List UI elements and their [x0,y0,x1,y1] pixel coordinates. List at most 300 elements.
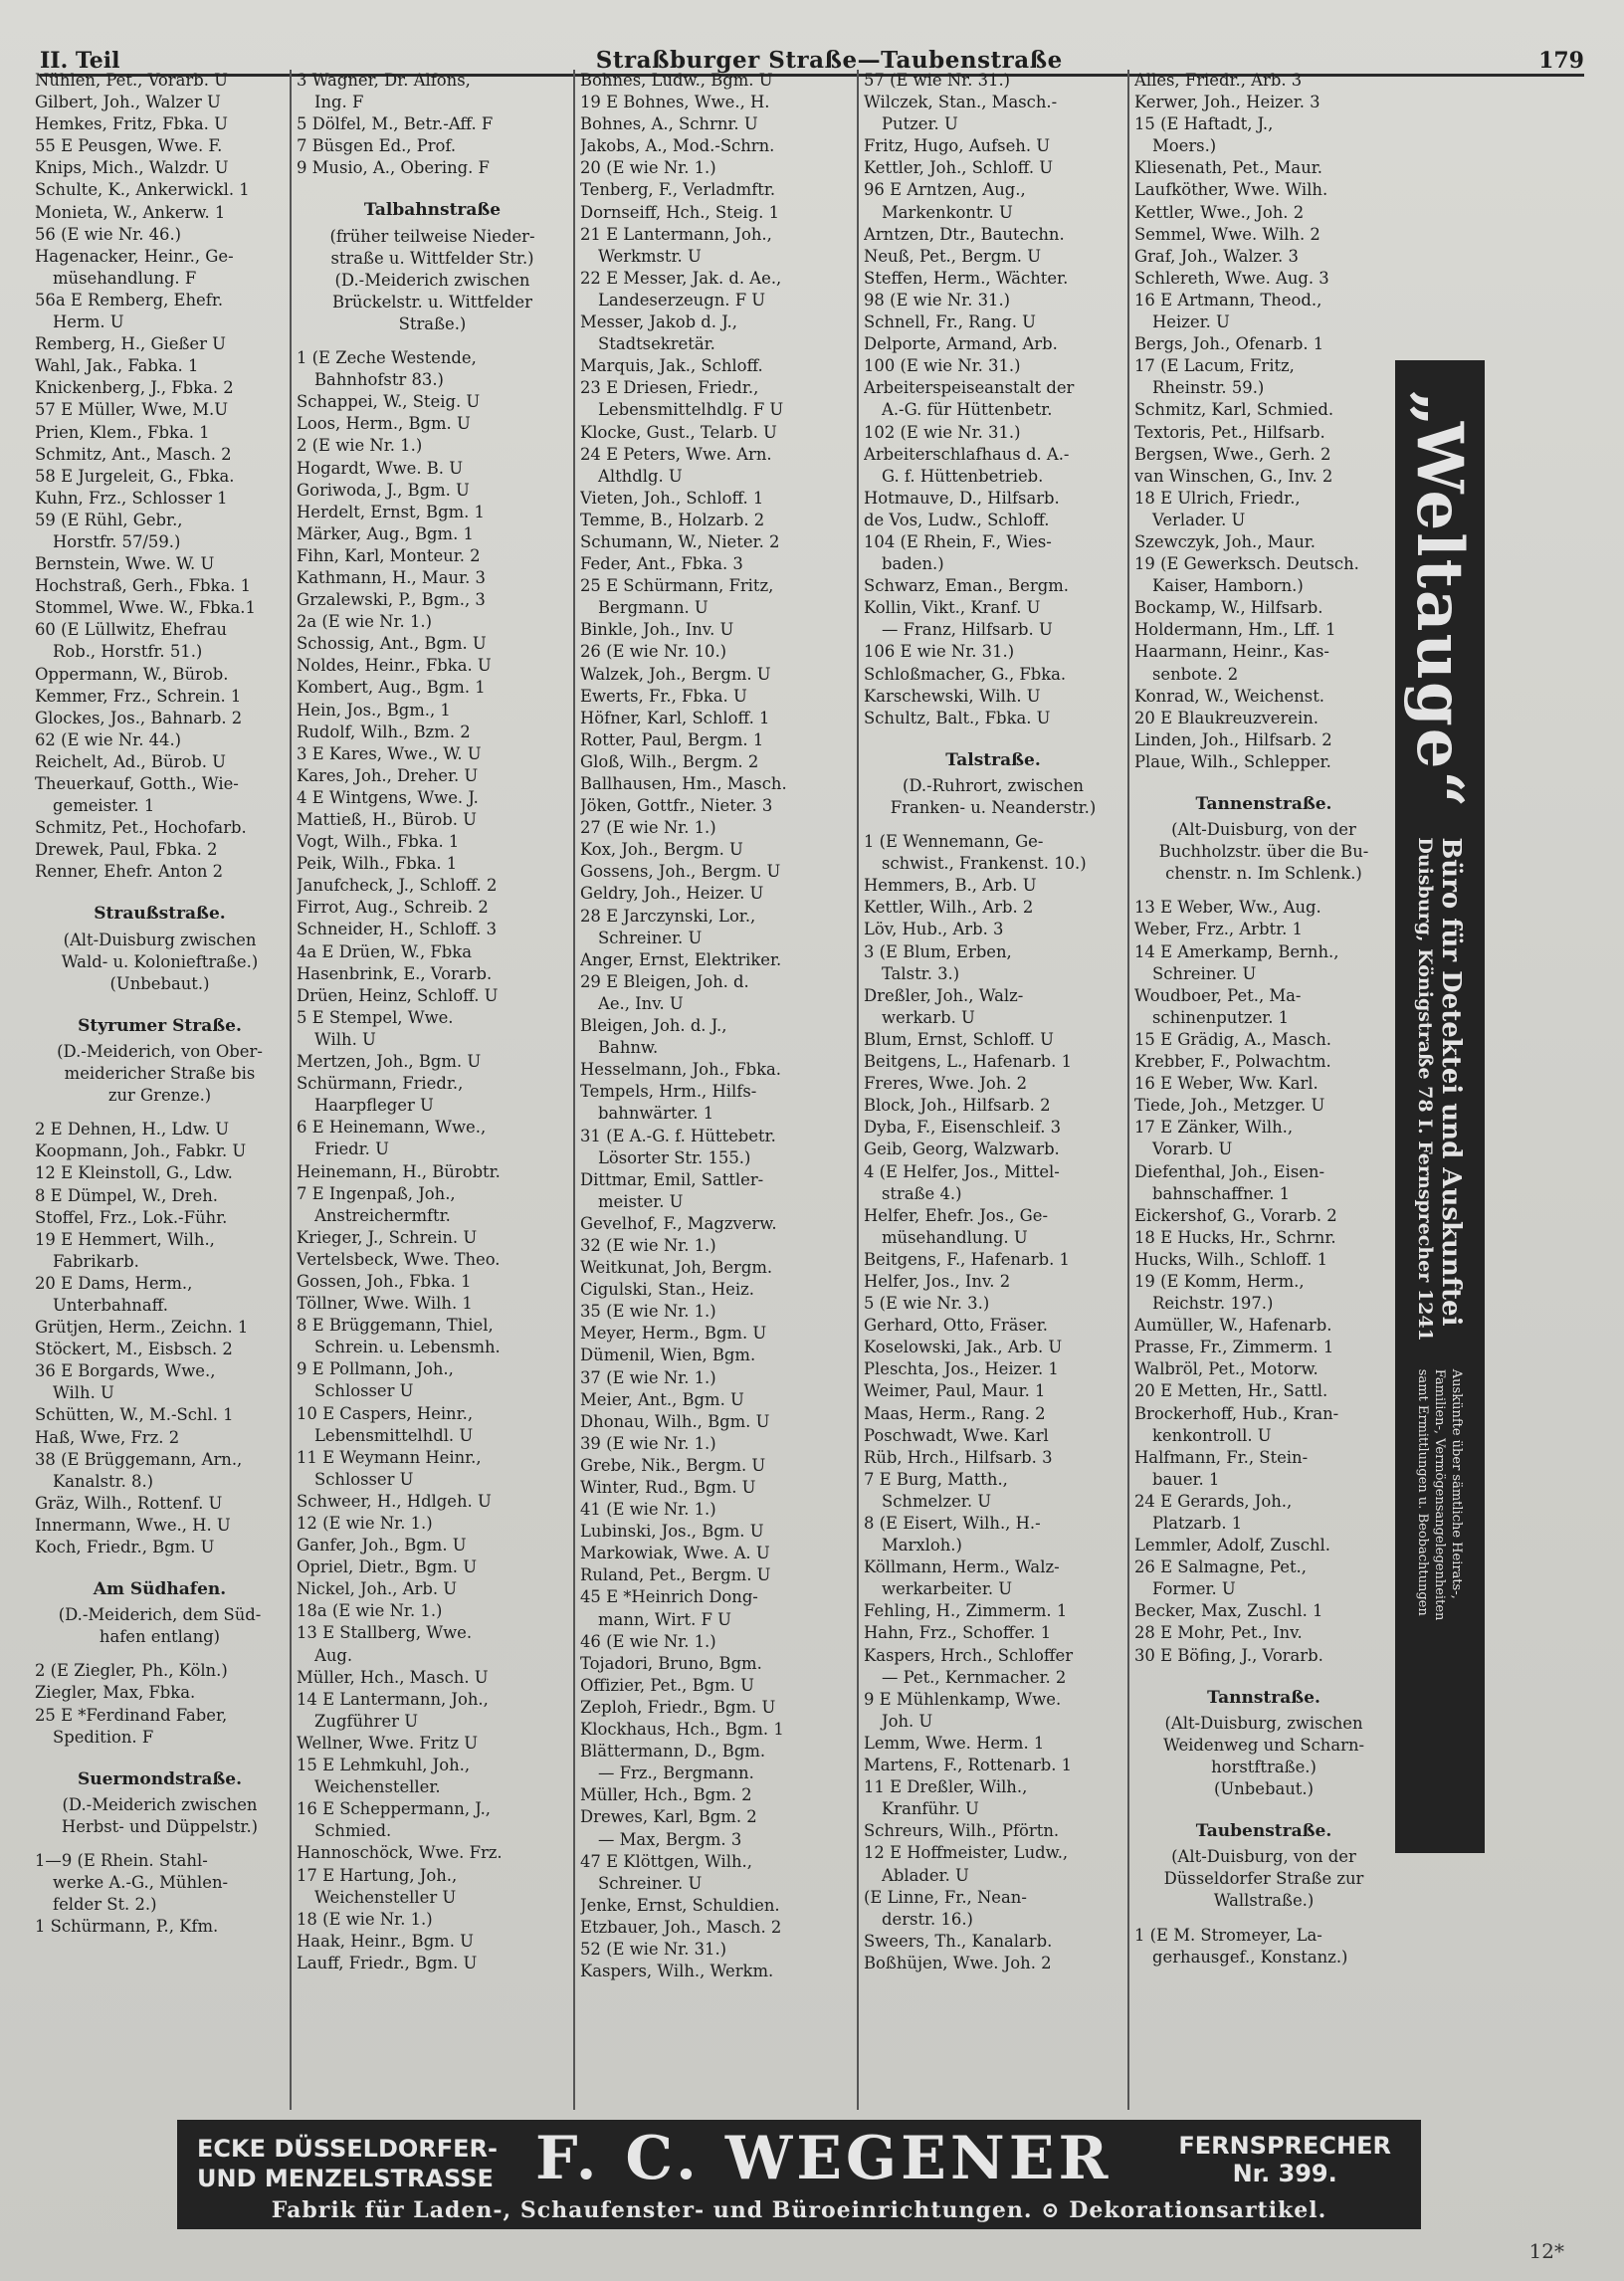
directory-entry: 2 (E Ziegler, Ph., Köln.) [35,1661,228,1681]
directory-entry: Eickershof, G., Vorarb. 2 [1134,1205,1337,1225]
street-note: Brückelstr. u. Wittfelder [332,292,532,311]
directory-entry: Wellner, Wwe. Fritz U [297,1733,479,1753]
directory-entry: 13 E Stallberg, Wwe. [297,1623,473,1643]
directory-entry: Werkmstr. U [598,246,702,266]
directory-entry: — Franz, Hilfsarb. U [882,620,1053,640]
street-heading: Suermondstraße. [77,1768,243,1789]
directory-entry: Schmied. [314,1821,392,1841]
directory-entry: Müller, Hch., Masch. U [297,1667,489,1687]
directory-entry: 9 Musio, A., Obering. F [297,158,490,178]
directory-entry: Diefenthal, Joh., Eisen- [1134,1161,1325,1181]
directory-entry: 15 E Lehmkuhl, Joh., [297,1756,471,1775]
street-note: horstftraße.) [1211,1757,1317,1776]
directory-entry: 45 E *Heinrich Dong- [580,1587,758,1607]
directory-entry: 55 E Peusgen, Wwe. F. [35,136,223,156]
street-note: zur Grenze.) [107,1086,212,1106]
directory-entry: Anger, Ernst, Elektriker. [580,949,782,969]
directory-entry: Lubinski, Jos., Bgm. U [580,1522,764,1542]
spacer [1134,1800,1393,1812]
directory-entry: Schloßmacher, G., Fbka. [864,664,1067,684]
directory-entry: Etzbauer, Joh., Masch. 2 [580,1917,782,1937]
directory-entry: 17 E Hartung, Joh., [297,1865,458,1885]
directory-entry: Walbröl, Pet., Motorw. [1134,1359,1319,1379]
directory-entry: Althdlg. U [598,466,683,486]
directory-entry: 19 E Bohnes, Wwe., H. [580,93,770,112]
directory-entry: 12 E Kleinstoll, G., Ldw. [35,1163,233,1183]
directory-entry: Theuerkauf, Gotth., Wie- [35,774,239,793]
directory-entry: Feder, Ant., Fbka. 3 [580,554,743,574]
directory-entry: Dyba, F., Eisenschleif. 3 [864,1118,1062,1138]
directory-entry: Fehling, H., Zimmerm. 1 [864,1601,1068,1621]
directory-entry: Plaue, Wilh., Schlepper. [1134,751,1331,771]
directory-entry: Krieger, J., Schrein. U [297,1227,478,1247]
directory-entry: Helfer, Jos., Inv. 2 [864,1271,1011,1291]
directory-entry: 9 E Pollmann, Joh., [297,1359,454,1379]
directory-entry: Herdelt, Ernst, Bgm. 1 [297,502,485,521]
directory-entry: Jakobs, A., Mod.-Schrn. [580,136,775,156]
directory-entry: Klocke, Gust., Telarb. U [580,422,777,442]
spacer [35,995,285,1007]
directory-entry: 7 E Ingenpaß, Joh., [297,1183,456,1203]
directory-entry: Maas, Herm., Rang. 2 [864,1403,1046,1423]
directory-entry: gerhausgef., Konstanz.) [1152,1947,1348,1967]
directory-entry: 2a (E wie Nr. 1.) [297,612,432,632]
directory-entry: Köllmann, Herm., Walz- [864,1557,1060,1577]
directory-entry: Kettler, Joh., Schloff. U [864,158,1054,178]
column-4 [859,70,1129,2110]
directory-entry: Weichensteller U [314,1887,457,1907]
directory-entry: Schlereth, Wwe. Aug. 3 [1134,268,1329,288]
spacer [35,1749,285,1761]
directory-entry: Koselowski, Jak., Arb. U [864,1338,1063,1357]
ad-small-1: Auskünfte über sämtliche Heirats-, [1449,1368,1465,1599]
spacer [297,335,568,347]
directory-entry: Sweers, Th., Kanalarb. [864,1931,1053,1951]
directory-entry: Halfmann, Fr., Stein- [1134,1447,1309,1467]
directory-entry: senbote. 2 [1152,664,1239,684]
directory-entry: Weitkunat, Joh, Bergm. [580,1258,773,1278]
directory-entry: 1 Schürmann, P., Kfm. [35,1917,219,1937]
directory-entry: 100 (E wie Nr. 31.) [864,356,1021,376]
directory-entry: Müller, Hch., Bgm. 2 [580,1785,752,1805]
directory-entry: Schmitz, Pet., Hochofarb. [35,818,247,838]
directory-entry: Kathmann, H., Maur. 3 [297,567,486,587]
ad-small-print [1415,1369,1466,1621]
directory-entry: 56a E Remberg, Ehefr. [35,290,224,310]
directory-entry: Koopmann, Joh., Fabkr. U [35,1141,247,1161]
directory-entry: Holdermann, Hm., Lff. 1 [1134,620,1336,640]
directory-entry: Rob., Horstfr. 51.) [53,642,203,662]
directory-entry: Rüb, Hrch., Hilfsarb. 3 [864,1447,1053,1467]
directory-entry: Schürmann, Friedr., [297,1074,464,1094]
directory-entry: Horstfr. 57/59.) [53,531,181,551]
directory-entry: Friedr. U [314,1140,389,1159]
directory-entry: Dornseiff, Hch., Steig. 1 [580,202,779,222]
directory-entry: Mertzen, Joh., Bgm. U [297,1052,482,1072]
directory-entry: Bergsen, Wwe., Gerh. 2 [1134,444,1331,464]
directory-entry: Verlader. U [1152,510,1246,529]
street-note: (Unbebaut.) [109,973,210,993]
street-note: Buchholzstr. über die Bu- [1158,842,1369,862]
column-5 [1129,70,1398,2110]
directory-entry: Schreurs, Wilh., Pförtn. [864,1821,1060,1841]
ad-small-2: Familien-, Vermögensangelegenheiten [1432,1368,1448,1621]
directory-entry: 11 E Dreßler, Wilh., [864,1777,1028,1797]
directory-entry: Martens, F., Rottenarb. 1 [864,1756,1073,1775]
directory-entry: Szewczyk, Joh., Maur. [1134,531,1317,551]
directory-entry: Weichensteller. [314,1777,441,1797]
directory-entry: werkarbeiter. U [882,1579,1013,1599]
directory-entry: Monieta, W., Ankerw. 1 [35,202,226,222]
directory-entry: Märker, Aug., Bgm. 1 [297,523,474,543]
directory-entry: Hannoschöck, Wwe. Frz. [297,1843,503,1863]
street-heading: Taubenstraße. [1195,1821,1332,1842]
directory-entry: Zugführer U [314,1711,419,1731]
directory-entry: 13 E Weber, Ww., Aug. [1134,898,1321,918]
directory-entry: Lebensmittelhdlg. F U [598,400,784,420]
directory-entry: Bahnw. [598,1038,659,1058]
directory-entry: Brockerhoff, Hub., Kran- [1134,1403,1339,1423]
directory-entry: meister. U [598,1191,684,1211]
directory-entry: Heinemann, H., Bürobtr. [297,1161,501,1181]
directory-entry: Meyer, Herm., Bgm. U [580,1324,767,1344]
directory-entry: Weber, Frz., Arbtr. 1 [1134,920,1303,939]
directory-entry: Ablader. U [882,1865,969,1885]
directory-entry: 25 E Schürmann, Fritz, [580,576,774,596]
street-note: straße u. Wittfelder Str.) [330,248,534,268]
directory-entry: 57 E Müller, Wwe, M.U [35,400,229,420]
directory-entry: Moers.) [1152,136,1217,156]
spacer [35,1107,285,1119]
directory-entry: Grebe, Nik., Bergm. U [580,1455,766,1475]
directory-entry: 23 E Driesen, Friedr., [580,378,759,398]
directory-entry: bauer. 1 [1152,1469,1220,1489]
street-note: Straße.) [398,313,467,333]
directory-entry: Noldes, Heinr., Fbka. U [297,656,492,676]
directory-entry: kenkontroll. U [1152,1425,1272,1445]
directory-entry: 96 E Arntzen, Aug., [864,180,1026,200]
directory-entry: Helfer, Ehefr. Jos., Ge- [864,1205,1049,1225]
directory-entry: Kaspers, Hrch., Schloffer [864,1645,1074,1665]
directory-entry: Spedition. F [53,1727,154,1747]
directory-entry: Wahl, Jak., Fabka. 1 [35,356,199,376]
spacer [35,1838,285,1850]
directory-entry: Kaiser, Hamborn.) [1152,576,1304,596]
directory-entry: Hochstraß, Gerh., Fbka. 1 [35,576,252,596]
ad-phone [1178,2132,1391,2187]
directory-entry: Hein, Jos., Bgm., 1 [297,700,451,720]
spacer [1134,773,1393,785]
directory-entry: Ziegler, Max, Fbka. [35,1683,196,1703]
directory-entry: 41 (E wie Nr. 1.) [580,1500,716,1520]
street-note: Wald- u. Kolonieftraße.) [61,951,259,971]
directory-entry: Rudolf, Wilh., Bzm. 2 [297,722,471,741]
column-3 [575,70,859,2110]
directory-entry: 57 (E wie Nr. 31.) [864,71,1011,90]
directory-entry: Laufköther, Wwe. Wilh. [1134,180,1328,200]
directory-entry: 4 (E Helfer, Jos., Mittel- [864,1161,1060,1181]
directory-entry: Schreiner. U [598,928,703,947]
directory-entry: Markenkontr. U [882,202,1013,222]
directory-entry: Knips, Mich., Walzdr. U [35,158,229,178]
directory-entry: 7 E Burg, Matth., [864,1469,1008,1489]
directory-entry: Gilbert, Joh., Walzer U [35,93,221,112]
directory-entry: 20 E Metten, Hr., Sattl. [1134,1381,1328,1401]
street-heading: Tannenstraße. [1195,794,1332,814]
directory-entry: Bohnes, A., Schrnr. U [580,114,758,134]
directory-entry: Weimer, Paul, Maur. 1 [864,1381,1046,1401]
street-note: (D.-Ruhrort, zwischen [902,775,1084,795]
directory-columns [30,70,1408,2110]
directory-entry: Delporte, Armand, Arb. [864,334,1058,354]
directory-entry: 24 E Gerards, Joh., [1134,1491,1293,1511]
directory-entry: 5 Dölfel, M., Betr.-Aff. F [297,114,494,134]
directory-entry: Stadtsekretär. [598,334,715,354]
directory-entry: Semmel, Wwe. Wilh. 2 [1134,224,1320,244]
directory-entry: Nickel, Joh., Arb. U [297,1579,458,1599]
directory-entry: Graf, Joh., Walzer. 3 [1134,246,1299,266]
directory-entry: 15 E Grädig, A., Masch. [1134,1029,1331,1049]
directory-entry: Heizer. U [1152,312,1230,332]
directory-entry: — Pet., Kernmacher. 2 [882,1667,1067,1687]
directory-entry: 32 (E wie Nr. 1.) [580,1235,716,1255]
directory-entry: 35 (E wie Nr. 1.) [580,1302,716,1322]
directory-entry: 21 E Lantermann, Joh., [580,224,772,244]
directory-entry: 3 Wagner, Dr. Alfons, [297,71,471,90]
directory-entry: 18 (E wie Nr. 1.) [297,1909,433,1929]
directory-entry: Kombert, Aug., Bgm. 1 [297,678,486,698]
directory-entry: Zeploh, Friedr., Bgm. U [580,1697,776,1717]
directory-entry: 8 E Dümpel, W., Dreh. [35,1185,218,1205]
ad-address-1: ECKE DÜSSELDORFER- [197,2135,498,2163]
directory-entry: Kanalstr. 8.) [53,1471,154,1491]
directory-entry: 36 E Borgards, Wwe., [35,1361,216,1381]
directory-entry: Schmelzer. U [882,1491,992,1511]
street-note: (Alt-Duisburg, von der [1171,820,1356,840]
directory-entry: Linden, Joh., Hilfsarb. 2 [1134,729,1332,749]
street-heading: Tannstraße. [1207,1687,1320,1708]
directory-entry: Arntzen, Dtr., Bautechn. [864,224,1065,244]
directory-entry: Lemm, Wwe. Herm. 1 [864,1733,1045,1753]
directory-entry: Schmitz, Ant., Masch. 2 [35,444,232,464]
directory-entry: Ae., Inv. U [598,993,684,1013]
directory-entry: Grütjen, Herm., Zeichn. 1 [35,1318,249,1338]
spacer [864,729,1122,741]
ad-brand: „Weltauge“ [1402,390,1478,810]
directory-entry: 1 (E M. Stromeyer, La- [1134,1925,1322,1945]
ad-phone-number: Nr. 399. [1232,2160,1337,2187]
directory-entry: Remberg, H., Gießer U [35,334,226,354]
directory-entry: 47 E Klöttgen, Wilh., [580,1851,752,1871]
directory-entry: Bahnhofstr 83.) [314,370,444,390]
directory-entry: Schlosser U [314,1381,414,1401]
column-2 [292,70,575,2110]
directory-entry: Arbeiterspeiseanstalt der [864,378,1075,398]
street-note: (D.-Meiderich, dem Süd- [58,1605,262,1625]
directory-entry: Töllner, Wwe. Wilh. 1 [297,1294,473,1314]
directory-entry: Kaspers, Wilh., Werkm. [580,1962,774,1981]
directory-entry: Goriwoda, J., Bgm. U [297,480,470,500]
street-heading: Talstraße. [945,749,1041,770]
directory-entry: Höfner, Karl, Schloff. 1 [580,708,770,727]
directory-entry: Fritz, Hugo, Aufseh. U [864,136,1051,156]
directory-entry: 10 E Caspers, Heinr., [297,1403,474,1423]
directory-entry: 24 E Peters, Wwe. Arn. [580,444,772,464]
street-heading: Am Südhafen. [93,1579,227,1600]
directory-entry: Hasenbrink, E., Vorarb. [297,963,493,983]
directory-entry: 15 (E Haftadt, J., [1134,114,1274,134]
directory-entry: Ewerts, Fr., Fbka. U [580,686,747,706]
street-heading: Talbahnstraße [363,200,502,221]
directory-entry: Oppermann, W., Bürob. [35,664,229,684]
directory-entry: Drewek, Paul, Fbka. 2 [35,840,218,860]
directory-entry: 9 E Mühlenkamp, Wwe. [864,1689,1062,1709]
directory-entry: 19 (E Komm, Herm., [1134,1271,1305,1291]
directory-entry: Kemmer, Frz., Schrein. 1 [35,686,242,706]
directory-entry: 39 (E wie Nr. 1.) [580,1433,716,1453]
directory-entry: müsehandlung. F [53,268,197,288]
spacer [297,179,568,191]
directory-entry: Janufcheck, J., Schloff. 2 [297,876,498,896]
directory-entry: Knickenberg, J., Fbka. 2 [35,378,234,398]
directory-entry: baden.) [882,554,944,574]
directory-entry: Gevelhof, F., Magzverw. [580,1213,777,1233]
spacer [35,1648,285,1660]
directory-entry: 52 (E wie Nr. 31.) [580,1939,727,1959]
directory-entry: Haarpfleger U [314,1096,434,1116]
directory-entry: Schwarz, Eman., Bergm. [864,576,1069,596]
directory-entry: 26 (E wie Nr. 10.) [580,642,727,662]
directory-entry: Konrad, W., Weichenst. [1134,686,1325,706]
directory-entry: 18 E Hucks, Hr., Schrnr. [1134,1227,1336,1247]
directory-entry: Stommel, Wwe. W., Fbka.1 [35,598,256,618]
directory-entry: Block, Joh., Hilfsarb. 2 [864,1096,1051,1116]
directory-entry: Kettler, Wilh., Arb. 2 [864,898,1034,918]
street-note: (D.-Meiderich zwischen [62,1794,258,1814]
directory-entry: Tenberg, F., Verladmftr. [580,180,776,200]
directory-entry: Platzarb. 1 [1152,1514,1243,1533]
directory-entry: 19 E Hemmert, Wilh., [35,1229,215,1249]
directory-entry: Offizier, Pet., Bgm. U [580,1675,754,1695]
directory-entry: 12 (E wie Nr. 1.) [297,1514,433,1533]
directory-entry: Schossig, Ant., Bgm. U [297,634,487,654]
ad-line-1: Büro für Detektei und Auskunftei [1436,837,1466,1327]
directory-entry: Haarmann, Heinr., Kas- [1134,642,1329,662]
directory-entry: 29 E Bleigen, Joh. d. [580,971,749,991]
directory-entry: Dümenil, Wien, Bgm. [580,1346,756,1365]
directory-entry: werke A.-G., Mühlen- [53,1873,229,1893]
directory-entry: Kliesenath, Pet., Maur. [1134,158,1322,178]
directory-entry: Schnell, Fr., Rang. U [864,312,1036,332]
directory-entry: Ganfer, Joh., Bgm. U [297,1536,467,1555]
directory-entry: Schneider, H., Schloff. 3 [297,920,498,939]
directory-entry: Kares, Joh., Dreher. U [297,765,479,785]
directory-entry: 28 E Mohr, Pet., Inv. [1134,1623,1303,1643]
directory-entry: 7 Büsgen Ed., Prof. [297,136,457,156]
directory-entry: Marquis, Jak., Schloff. [580,356,763,376]
directory-entry: 28 E Jarczynski, Lor., [580,906,756,926]
directory-entry: 25 E *Ferdinand Faber, [35,1705,228,1725]
directory-entry: Becker, Max, Zuschl. 1 [1134,1601,1323,1621]
directory-entry: gemeister. 1 [53,796,155,816]
street-note: (Alt-Duisburg, zwischen [1164,1713,1363,1733]
directory-entry: Walzek, Joh., Bergm. U [580,664,771,684]
directory-entry: 30 E Böfing, J., Vorarb. [1134,1645,1323,1665]
directory-entry: 3 E Kares, Wwe., W. U [297,743,482,763]
signature-mark: 12* [1528,2239,1564,2263]
street-range-title: Straßburger Straße—Taubenstraße [595,47,1063,74]
street-note: hafen entlang) [99,1627,221,1647]
directory-entry: Reichstr. 197.) [1152,1294,1274,1314]
directory-entry: Hotmauve, D., Hilfsarb. [864,488,1060,508]
street-heading: Styrumer Straße. [78,1015,242,1036]
street-note: chenstr. n. Im Schlenk.) [1165,864,1362,884]
directory-entry: Drüen, Heinz, Schloff. U [297,985,499,1005]
directory-entry: 106 E wie Nr. 31.) [864,642,1015,662]
directory-entry: Kranführ. U [882,1799,979,1819]
directory-entry: Wilh. U [314,1029,376,1049]
directory-entry: Dittmar, Emil, Sattler- [580,1169,764,1189]
ad-details [1414,837,1466,1341]
directory-entry: Stoffel, Frz., Lok.-Führ. [35,1207,228,1227]
directory-entry: Opriel, Dietr., Bgm. U [297,1557,478,1577]
directory-entry: 1 (E Wennemann, Ge- [864,832,1044,852]
directory-entry: Poschwadt, Wwe. Karl [864,1425,1049,1445]
directory-entry: Prasse, Fr., Zimmerm. 1 [1134,1338,1334,1357]
directory-entry: Aumüller, W., Hafenarb. [1134,1316,1332,1336]
directory-entry: Loos, Herm., Bgm. U [297,414,471,434]
directory-entry: Woudboer, Pet., Ma- [1134,985,1302,1005]
directory-entry: Messer, Jakob d. J., [580,312,737,332]
directory-entry: Schreiner. U [1152,963,1257,983]
directory-entry: G. f. Hüttenbetrieb. [882,466,1044,486]
directory-entry: Arbeiterschlafhaus d. A.- [864,444,1070,464]
spacer [1134,1667,1393,1679]
street-note: (D.-Meiderich, von Ober- [57,1041,263,1061]
directory-entry: Kox, Joh., Bergm. U [580,840,743,860]
directory-entry: Ruland, Pet., Bergm. U [580,1565,771,1585]
directory-entry: (E Linne, Fr., Nean- [864,1887,1027,1907]
directory-entry: 102 (E wie Nr. 31.) [864,422,1021,442]
directory-entry: Putzer. U [882,114,958,134]
directory-entry: Kuhn, Frz., Schlosser 1 [35,488,228,508]
directory-entry: Neuß, Pet., Bergm. U [864,246,1042,266]
directory-entry: 18 E Ulrich, Friedr., [1134,488,1301,508]
directory-entry: Gossens, Joh., Bergm. U [580,862,781,882]
directory-entry: — Frz., Bergmann. [598,1763,754,1783]
directory-entry: Vertelsbeck, Wwe. Theo. [297,1249,501,1269]
directory-entry: Steffen, Herm., Wächter. [864,268,1069,288]
street-note: Düsseldorfer Straße zur [1163,1869,1364,1889]
directory-entry: Bergmann. U [598,598,709,618]
street-heading: Straußstraße. [94,904,226,925]
directory-entry: Schulte, K., Ankerwickl. 1 [35,180,250,200]
street-note: (früher teilweise Nieder- [329,226,535,246]
directory-entry: Gerhard, Otto, Fräser. [864,1316,1048,1336]
directory-entry: 20 E Dams, Herm., [35,1273,193,1293]
directory-entry: Peik, Wilh., Fbka. 1 [297,854,458,874]
directory-entry: Grzalewski, P., Bgm., 3 [297,590,486,610]
directory-entry: 60 (E Lüllwitz, Ehefrau [35,620,227,640]
directory-entry: schwist., Frankenst. 10.) [882,854,1087,874]
directory-entry: Freres, Wwe. Joh. 2 [864,1074,1028,1094]
directory-entry: Koch, Friedr., Bgm. U [35,1538,215,1556]
directory-entry: 104 (E Rhein, F., Wies- [864,531,1052,551]
directory-entry: Gräz, Wilh., Rottenf. U [35,1493,223,1513]
directory-entry: 14 E Amerkamp, Bernh., [1134,941,1339,961]
directory-entry: Firrot, Aug., Schreib. 2 [297,898,489,918]
directory-entry: Lösorter Str. 155.) [598,1147,751,1167]
